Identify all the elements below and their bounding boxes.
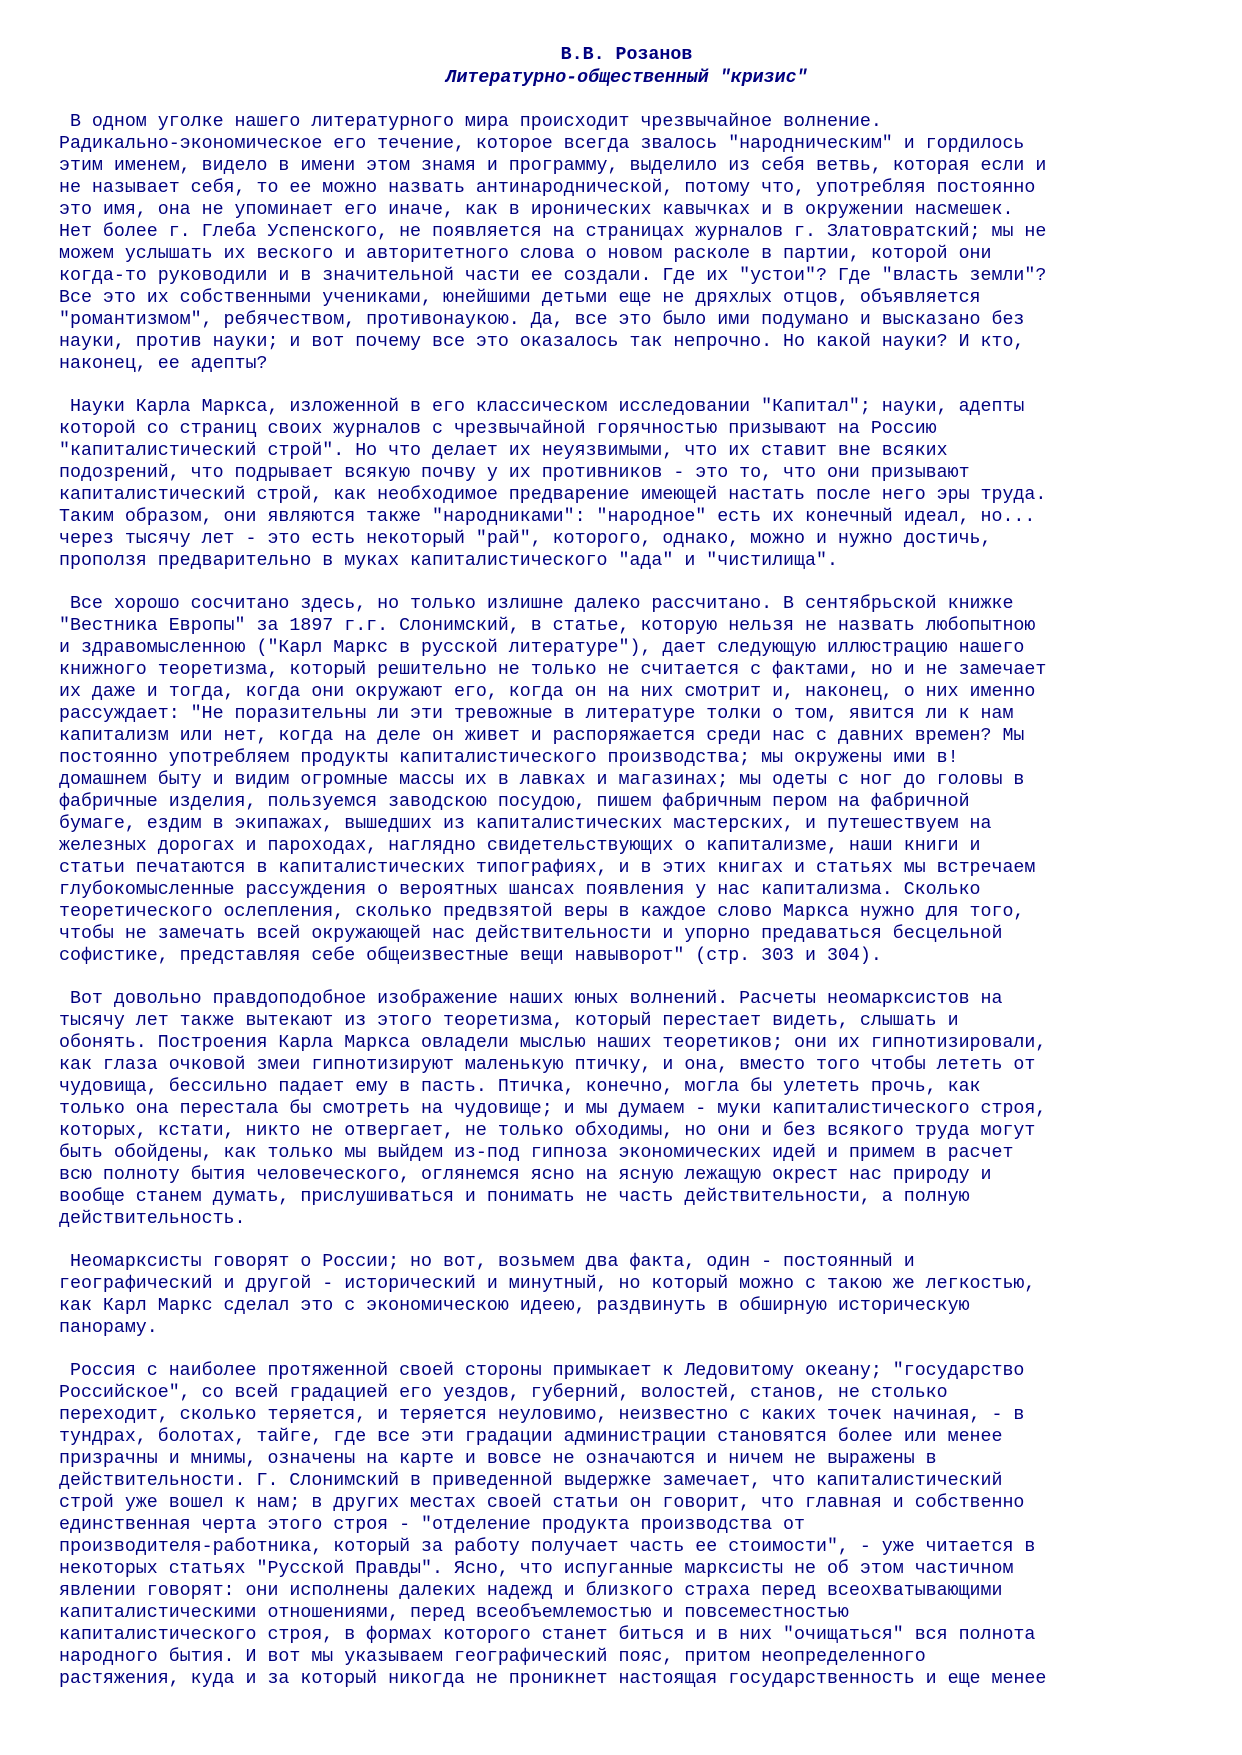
text-line: Российское", со всей градацией его уездов, губерний, волостей, станов, не столько <box>59 1383 948 1403</box>
document-page <box>59 44 1194 1711</box>
text-line: явлении говорят: они исполнены далеких надежд и близкого страха перед всеохватывающими <box>59 1581 1003 1601</box>
text-line: только она перестала бы смотреть на чудовище; и мы думаем - муки капиталистического строя, <box>59 1099 1047 1119</box>
text-line: капиталистическими отношениями, перед всеобъемлемостью и повсеместностью <box>59 1603 849 1623</box>
text-line: вообще станем думать, прислушиваться и понимать не часть действительности, а полную <box>59 1187 970 1207</box>
text-line: обонять. Построения Карла Маркса овладели мыслью наших теоретиков; они их гипнотизировали, <box>59 1033 1047 1053</box>
text-line: "романтизмом", ребячеством, противонаукою. Да, все это было ими подумано и высказано без <box>59 310 1025 330</box>
paragraph <box>59 593 1194 967</box>
text-line: книжного теоретизма, который решительно не только не считается с фактами, но и не замечает <box>59 660 1047 680</box>
paragraph <box>59 111 1194 375</box>
text-line: Нет более г. Глеба Успенского, не появляется на страницах журналов г. Златовратский; мы не <box>59 222 1047 242</box>
text-line: Неомарксисты говорят о России; но вот, возьмем два факта, один - постоянный и <box>59 1252 915 1272</box>
text-line: глубокомысленные рассуждения о вероятных шансах появления у нас капитализма. Сколько <box>59 880 981 900</box>
text-line: постоянно употребляем продукты капиталистического производства; мы окружены ими в! <box>59 748 959 768</box>
text-line: которой со страниц своих журналов с чрезвычайной горячностью призывают на Россию <box>59 419 937 439</box>
author-name: В.В. Розанов <box>560 45 693 65</box>
text-line: Россия с наиболее протяженной своей стороны примыкает к Ледовитому океану; "государство <box>59 1361 1025 1381</box>
text-line: Все хорошо сосчитано здесь, но только излишне далеко рассчитано. В сентябрьской книжке <box>59 594 1014 614</box>
text-line: Все это их собственными учениками, юнейшими детьми еще не дряхлых отцов, объявляется <box>59 288 981 308</box>
text-line: быть обойдены, как только мы выйдем из-под гипноза экономических идей и примем в расчет <box>59 1143 1014 1163</box>
text-line: когда-то руководили и в значительной части ее создали. Где их "устои"? Где "власть земли"? <box>59 266 1047 286</box>
text-line: через тысячу лет - это есть некоторый "рай", которого, однако, можно и нужно достичь, <box>59 529 992 549</box>
text-line: науки, против науки; и вот почему все это оказалось так непрочно. Но какой науки? И кто, <box>59 332 1025 352</box>
text-line: бумаге, ездим в экипажах, вышедших из капиталистических мастерских, и путешествуем на <box>59 814 992 834</box>
text-line: некоторых статьях "Русской Правды". Ясно, что испуганные марксисты не об этом частичном <box>59 1559 1014 1579</box>
article-body <box>59 111 1194 1690</box>
text-line: железных дорогах и пароходах, наглядно свидетельствующих о капитализме, наши книги и <box>59 836 981 856</box>
text-line: В одном уголке нашего литературного мира происходит чрезвычайное волнение. <box>59 112 882 132</box>
text-line: наконец, ее адепты? <box>59 354 268 374</box>
text-line: производителя-работника, который за работу получает часть ее стоимости", - уже читается в <box>59 1537 1036 1557</box>
text-line: народного бытия. И вот мы указываем географический пояс, притом неопределенного <box>59 1647 926 1667</box>
text-line: переходит, сколько теряется, и теряется неуловимо, неизвестно с каких точек начиная, - в <box>59 1405 1025 1425</box>
text-line: Таким образом, они являются также "народниками": "народное" есть их конечный идеал, но... <box>59 507 1036 527</box>
text-line: капиталистического строя, в формах которого станет биться и в них "очищаться" вся полнота <box>59 1625 1036 1645</box>
text-line: фабричные изделия, пользуемся заводскою посудою, пишем фабричным пером на фабричной <box>59 792 970 812</box>
text-line: действительности. Г. Слонимский в приведенной выдержке замечает, что капиталистический <box>59 1471 1003 1491</box>
text-line: чтобы не замечать всей окружающей нас действительности и упорно предаваться бесцельной <box>59 924 1003 944</box>
text-line: Радикально-экономическое его течение, которое всегда звалось "народническим" и гордилось <box>59 134 1025 154</box>
text-line: статьи печатаются в капиталистических типографиях, и в этих книгах и статьях мы встречаем <box>59 858 1036 878</box>
text-line: домашнем быту и видим огромные массы их в лавках и магазинах; мы одеты с ног до головы в <box>59 770 1025 790</box>
text-line: можем услышать их веского и авторитетного слова о новом расколе в партии, которой они <box>59 244 992 264</box>
text-line: призрачны и мнимы, означены на карте и вовсе не означаются и ничем не выражены в <box>59 1449 937 1469</box>
text-line: софистике, представляя себе общеизвестные вещи навыворот" (стр. 303 и 304). <box>59 946 882 966</box>
text-line: и здравомысленною ("Карл Маркс в русской литературе"), дает следующую иллюстрацию нашего <box>59 638 1025 658</box>
text-line: чудовища, бессильно падает ему в пасть. Птичка, конечно, могла бы улететь прочь, как <box>59 1077 981 1097</box>
paragraph <box>59 1251 1194 1339</box>
paragraph <box>59 988 1194 1230</box>
article-title: Литературно-общественный "кризис" <box>445 68 808 88</box>
text-line: как Карл Маркс сделал это с экономическою идеею, раздвинуть в обширную историческую <box>59 1296 970 1316</box>
text-line: растяжения, куда и за который никогда не проникнет настоящая государственность и еще менее <box>59 1669 1047 1689</box>
text-line: единственная черта этого строя - "отделение продукта производства от <box>59 1515 805 1535</box>
text-line: Науки Карла Маркса, изложенной в его классическом исследовании "Капитал"; науки, адепты <box>59 397 1025 417</box>
text-line: капитализм или нет, когда на деле он живет и распоряжается среди нас с давних времен? Мы <box>59 726 1025 746</box>
text-line: "Вестника Европы" за 1897 г.г. Слонимский, в статье, которую нельзя не назвать любопытною <box>59 616 1036 636</box>
text-line: проползя предварительно в муках капиталистического "ада" и "чистилища". <box>59 551 838 571</box>
text-line: которых, кстати, никто не отвергает, не только обходимы, но они и без всякого труда могут <box>59 1121 1036 1141</box>
text-line: рассуждает: "Не поразительны ли эти тревожные в литературе толки о том, явится ли к нам <box>59 704 1014 724</box>
text-line: тысячу лет также вытекают из этого теоретизма, который перестает видеть, слышать и <box>59 1011 959 1031</box>
text-line: географический и другой - исторический и минутный, но который можно с такою же легкостью, <box>59 1274 1036 1294</box>
text-line: панораму. <box>59 1318 158 1338</box>
text-line: действительность. <box>59 1209 246 1229</box>
text-line: всю полноту бытия человеческого, оглянемся ясно на ясную лежащую окрест нас природу и <box>59 1165 992 1185</box>
text-line: не называет себя, то ее можно назвать антинароднической, потому что, употребляя постоянно <box>59 178 1036 198</box>
text-line: этим именем, видело в имени этом знамя и программу, выделило из себя ветвь, которая если и <box>59 156 1047 176</box>
paragraph <box>59 1360 1194 1690</box>
text-line: подозрений, что подрывает всякую почву у их противников - это то, что они призывают <box>59 463 970 483</box>
text-line: капиталистический строй, как необходимое предварение имеющей настать после него эры труда. <box>59 485 1047 505</box>
text-line: как глаза очковой змеи гипнотизируют маленькую птичку, и она, вместо того чтобы лететь от <box>59 1055 1036 1075</box>
text-line: строй уже вошел к нам; в других местах своей статьи он говорит, что главная и собственно <box>59 1493 1025 1513</box>
text-line: "капиталистический строй". Но что делает их неуязвимыми, что их ставит вне всяких <box>59 441 948 461</box>
text-line: это имя, она не упоминает его иначе, как в иронических кавычках и в окружении насмешек. <box>59 200 1014 220</box>
text-line: их даже и тогда, когда они окружают его, когда он на них смотрит и, наконец, о них именно <box>59 682 1036 702</box>
paragraph <box>59 396 1194 572</box>
text-line: тундрах, болотах, тайге, где все эти градации администрации становятся более или менее <box>59 1427 1003 1447</box>
text-line: Вот довольно правдоподобное изображение наших юных волнений. Расчеты неомарксистов на <box>59 989 1003 1009</box>
text-line: теоретического ослепления, сколько предвзятой веры в каждое слово Маркса нужно для того, <box>59 902 1025 922</box>
